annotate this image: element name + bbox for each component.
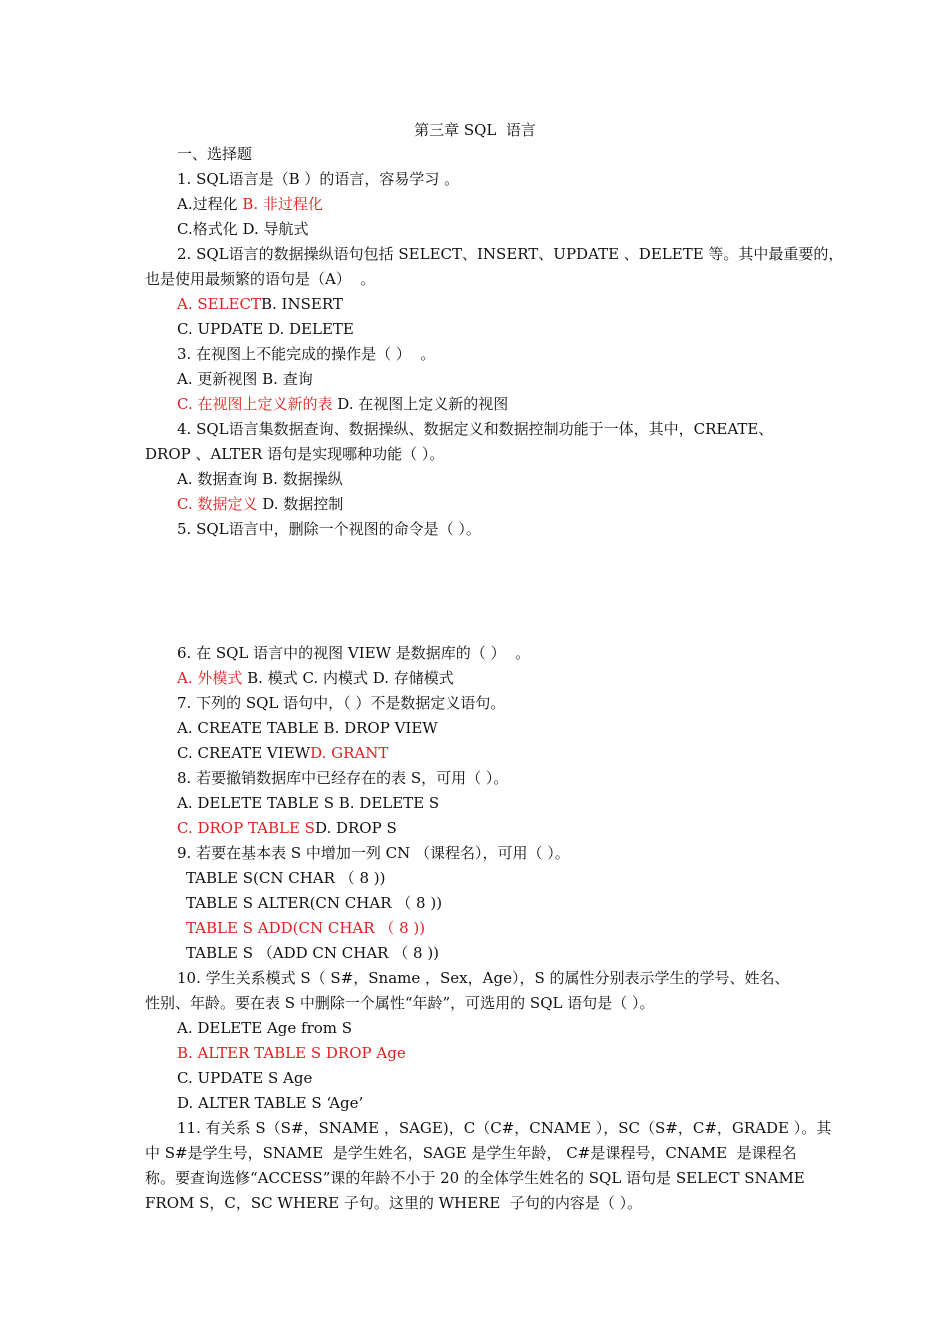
q9-option-c-answer: TABLE S ADD(CN CHAR （ 8 )) bbox=[186, 919, 426, 937]
q10-stem-line1: 10. 学生关系模式 S（ S#，Sname ，Sex，Age），S 的属性分别表示学生的学号、姓名、 bbox=[177, 969, 790, 987]
chapter-title: 第三章 SQL 语言 bbox=[414, 121, 536, 139]
q4-stem-line2: DROP 、ALTER 语句是实现哪种功能（ ）。 bbox=[145, 445, 445, 463]
q1-options-cd: C.格式化 D. 导航式 bbox=[177, 220, 309, 238]
q6-option-a-answer: A. 外模式 bbox=[177, 669, 243, 687]
q11-stem-line2: 中 S#是学生号，SNAME 是学生姓名，SAGE 是学生年龄， C#是课程号，CNAME 是课程名 bbox=[145, 1144, 797, 1162]
q4-option-c-answer: C. 数据定义 bbox=[177, 495, 258, 513]
q11-stem-line4: FROM S，C，SC WHERE 子句。这里的 WHERE 子句的内容是（ ）。 bbox=[145, 1194, 643, 1212]
q8-option-d: D. DROP S bbox=[314, 819, 397, 837]
q4-options-cd bbox=[177, 494, 343, 514]
q1-stem: 1. SQL语言是（B ）的语言，容易学习 。 bbox=[177, 170, 460, 188]
q6-options bbox=[177, 668, 454, 688]
q10-option-c: C. UPDATE S Age bbox=[177, 1069, 313, 1087]
q1-option-a: A.过程化 bbox=[177, 195, 243, 213]
q2-options-ab bbox=[177, 294, 343, 314]
q3-option-c-answer: C. 在视图上定义新的表 bbox=[177, 395, 333, 413]
q8-options-cd bbox=[177, 818, 397, 838]
q3-options-ab: A. 更新视图 B. 查询 bbox=[177, 370, 313, 388]
q6-stem: 6. 在 SQL 语言中的视图 VIEW 是数据库的（ ） 。 bbox=[177, 644, 531, 662]
q7-option-d-answer: D. GRANT bbox=[310, 744, 389, 762]
q9-option-b: TABLE S ALTER(CN CHAR （ 8 )) bbox=[186, 894, 443, 912]
q3-option-d: D. 在视图上定义新的视图 bbox=[332, 395, 509, 413]
section-heading: 一、选择题 bbox=[177, 145, 253, 163]
q3-stem: 3. 在视图上不能完成的操作是（ ） 。 bbox=[177, 345, 436, 363]
q7-option-c: C. CREATE VIEW bbox=[177, 744, 311, 762]
q2-option-b: B. INSERT bbox=[261, 295, 343, 313]
q10-option-d: D. ALTER TABLE S ‘Age’ bbox=[177, 1094, 364, 1112]
q2-option-a-answer: A. SELECT bbox=[177, 295, 261, 313]
q5-stem: 5. SQL语言中，删除一个视图的命令是（ ）。 bbox=[177, 520, 481, 538]
q2-stem-line1: 2. SQL语言的数据操纵语句包括 SELECT、INSERT、UPDATE 、DELETE 等。其中最重要的， bbox=[177, 245, 844, 263]
q7-options-cd bbox=[177, 743, 388, 763]
q2-stem-line2: 也是使用最频繁的语句是（A） 。 bbox=[145, 270, 376, 288]
q10-option-b-answer: B. ALTER TABLE S DROP Age bbox=[177, 1044, 406, 1062]
q6-options-bcd: B. 模式 C. 内模式 D. 存储模式 bbox=[242, 669, 454, 687]
q11-stem-line1: 11. 有关系 S（S#，SNAME ，SAGE)，C（C#，CNAME ），SC（S#，C#，GRADE ）。其 bbox=[177, 1119, 832, 1137]
q4-options-ab: A. 数据查询 B. 数据操纵 bbox=[177, 470, 343, 488]
q4-option-d: D. 数据控制 bbox=[257, 495, 344, 513]
q10-option-a: A. DELETE Age from S bbox=[177, 1019, 353, 1037]
q8-stem: 8. 若要撤销数据库中已经存在的表 S，可用（ ）。 bbox=[177, 769, 509, 787]
q11-stem-line3: 称。要查询选修“ACCESS”课的年龄不小于 20 的全体学生姓名的 SQL 语句是 SELECT SNAME bbox=[145, 1169, 805, 1187]
q2-options-cd: C. UPDATE D. DELETE bbox=[177, 320, 354, 338]
q4-stem-line1: 4. SQL语言集数据查询、数据操纵、数据定义和数据控制功能于一体，其中，CREATE、 bbox=[177, 420, 774, 438]
q10-stem-line2: 性别、年龄。要在表 S 中删除一个属性“年龄”，可选用的 SQL 语句是（ ）。 bbox=[145, 994, 655, 1012]
q1-option-b-answer: B. 非过程化 bbox=[242, 195, 323, 213]
q3-options-cd bbox=[177, 394, 508, 414]
q9-stem: 9. 若要在基本表 S 中增加一列 CN （课程名），可用（ ）。 bbox=[177, 844, 570, 862]
q1-options-ab bbox=[177, 194, 323, 214]
q9-option-a: TABLE S(CN CHAR （ 8 )) bbox=[186, 869, 386, 887]
q7-stem: 7. 下列的 SQL 语句中，（ ）不是数据定义语句。 bbox=[177, 694, 506, 712]
q8-option-c-answer: C. DROP TABLE S bbox=[177, 819, 315, 837]
q9-option-d: TABLE S （ADD CN CHAR （ 8 )) bbox=[186, 944, 440, 962]
q8-options-ab: A. DELETE TABLE S B. DELETE S bbox=[177, 794, 440, 812]
q7-options-ab: A. CREATE TABLE B. DROP VIEW bbox=[177, 719, 438, 737]
